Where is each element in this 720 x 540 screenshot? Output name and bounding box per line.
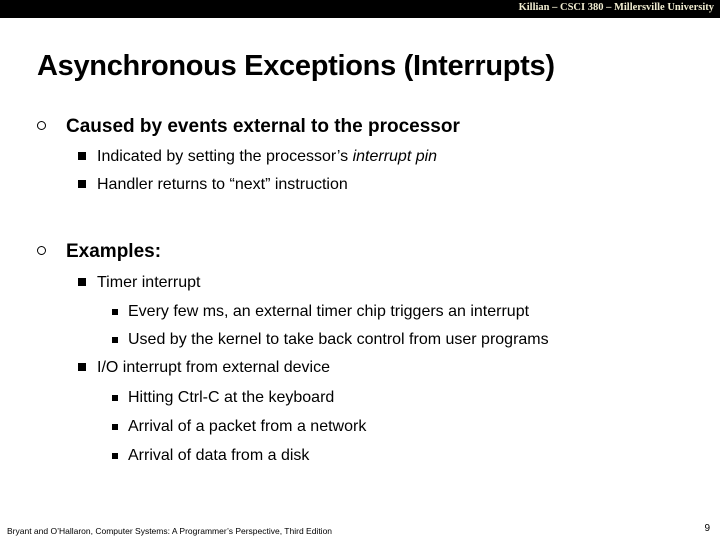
- square-bullet-icon: [78, 278, 86, 286]
- header-bar: [0, 0, 720, 18]
- bullet-text: Hitting Ctrl-C at the keyboard: [128, 389, 335, 406]
- slide-title: Asynchronous Exceptions (Interrupts): [37, 50, 555, 82]
- hollow-circle-bullet-icon: [37, 246, 46, 255]
- bullet-text: Timer interrupt: [97, 274, 201, 291]
- square-bullet-icon: [78, 152, 86, 160]
- bullet-text: Examples:: [66, 241, 162, 262]
- footer-citation: Bryant and O’Hallaron, Computer Systems: A Programmer’s Perspective, Third Edition: [7, 526, 333, 536]
- square-bullet-icon: [78, 363, 86, 371]
- bullet-text: Handler returns to “next” instruction: [97, 176, 348, 193]
- square-bullet-icon: [112, 453, 118, 459]
- square-bullet-icon: [112, 309, 118, 315]
- bullet-text: Indicated by setting the processor’s interrupt pin: [97, 148, 438, 165]
- bullet-text: Used by the kernel to take back control from user programs: [128, 331, 549, 348]
- bullet-text: I/O interrupt from external device: [97, 359, 330, 376]
- bullet-text: Arrival of a packet from a network: [128, 418, 367, 435]
- bullet-text: Arrival of data from a disk: [128, 447, 310, 464]
- page-number: 9: [704, 523, 710, 534]
- square-bullet-icon: [78, 180, 86, 188]
- emphasis-text: interrupt pin: [352, 148, 438, 165]
- header-text: Killian – CSCI 380 – Millersville University: [518, 2, 714, 13]
- square-bullet-icon: [112, 337, 118, 343]
- square-bullet-icon: [112, 395, 118, 401]
- square-bullet-icon: [112, 424, 118, 430]
- hollow-circle-bullet-icon: [37, 121, 46, 130]
- bullet-text: Caused by events external to the processor: [66, 116, 460, 137]
- bullet-text: Every few ms, an external timer chip triggers an interrupt: [128, 303, 530, 320]
